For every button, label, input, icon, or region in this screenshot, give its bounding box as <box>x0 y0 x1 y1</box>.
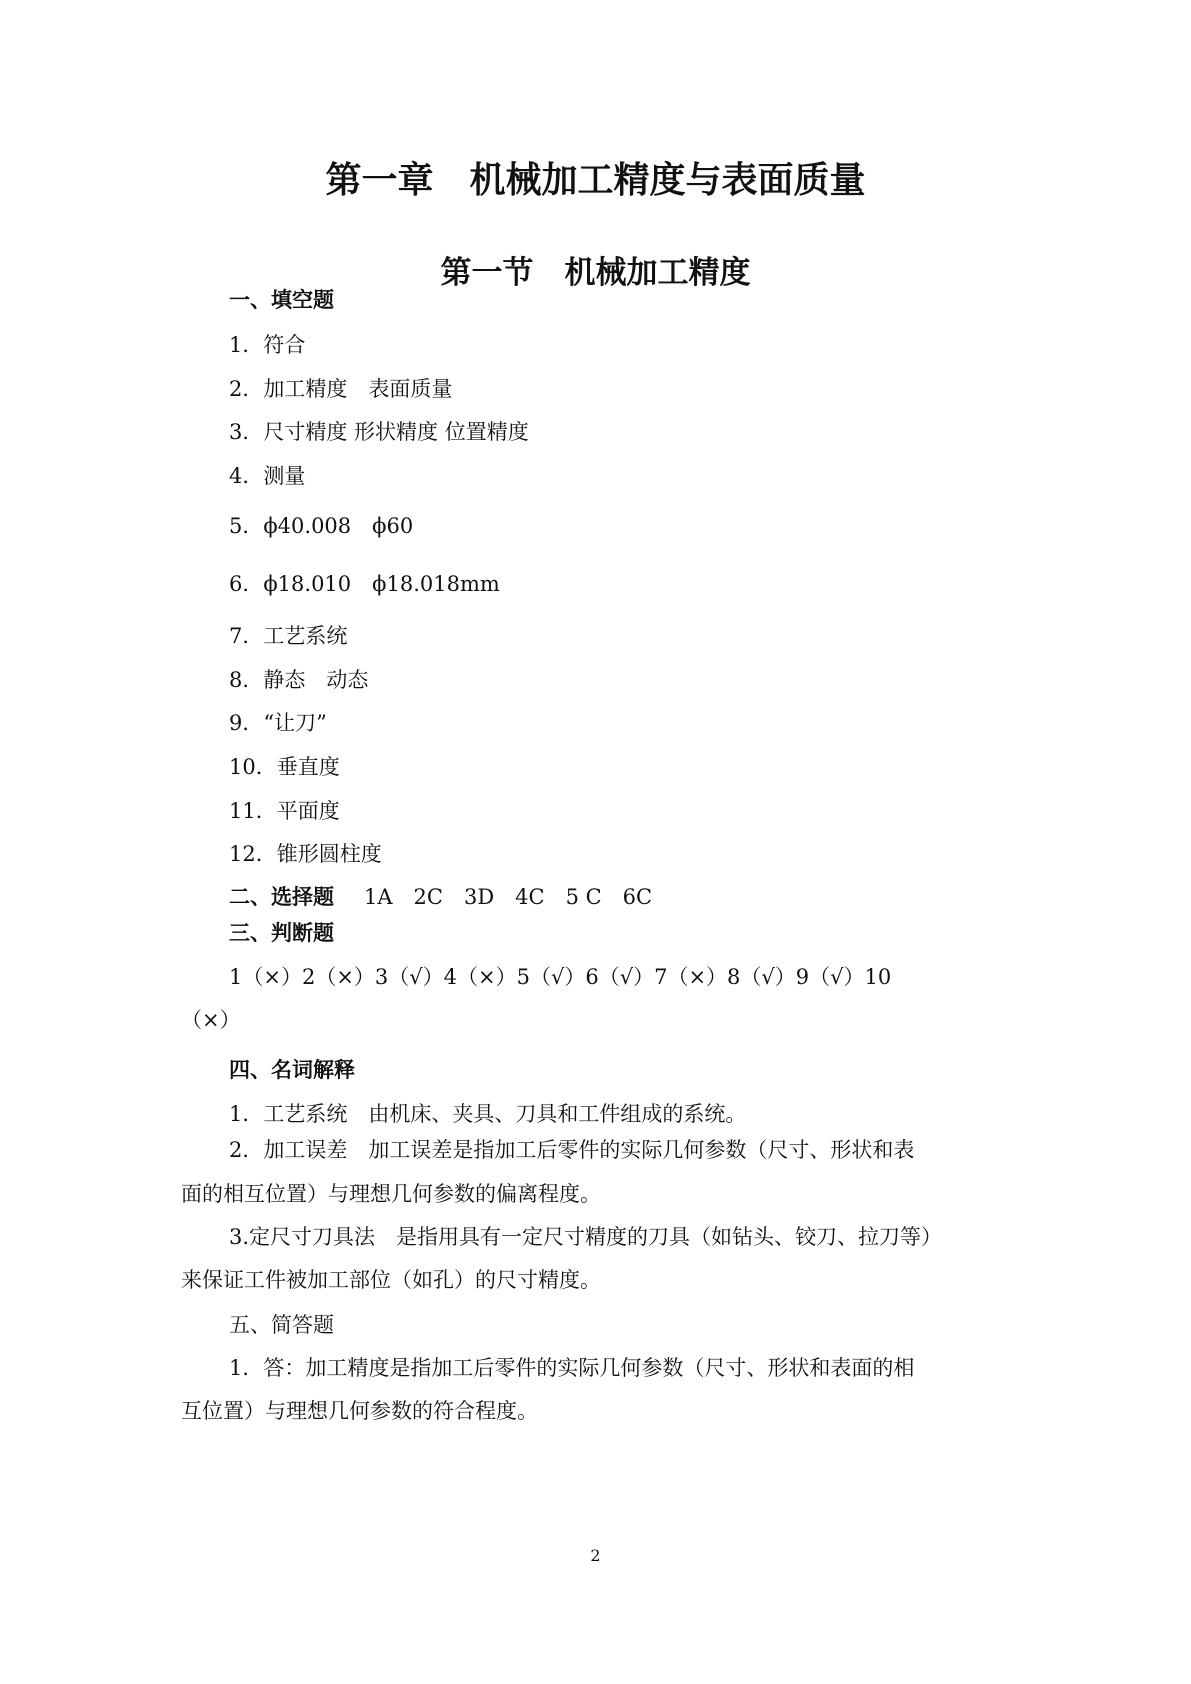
short-answer-1: 1．答：加工精度是指加工后零件的实际几何参数（尺寸、形状和表面的相 <box>229 1356 915 1380</box>
choice-answers: 1A 2C 3D 4C 5 C 6C <box>364 885 653 909</box>
fill-in-item: 7．工艺系统 <box>229 624 348 648</box>
judgement-answers-cont: （×） <box>181 1008 241 1032</box>
judgement-heading: 三、判断题 <box>229 921 334 945</box>
choice-heading: 二、选择题 <box>229 885 334 909</box>
fill-in-item: 9．“让刀” <box>229 711 327 735</box>
fill-in-item: 1．符合 <box>229 333 306 357</box>
choice-row <box>229 883 652 911</box>
definition-3: 3.定尺寸刀具法 是指用具有一定尺寸精度的刀具（如钻头、铰刀、拉刀等） <box>229 1225 943 1249</box>
page-number: 2 <box>590 1546 601 1565</box>
definitions-heading: 四、名词解释 <box>229 1058 355 1082</box>
fill-in-item: 4．测量 <box>229 464 306 488</box>
fill-in-heading: 一、填空题 <box>229 288 334 312</box>
definition-2-cont: 面的相互位置）与理想几何参数的偏离程度。 <box>181 1182 601 1206</box>
section-title: 第一节 机械加工精度 <box>440 255 751 291</box>
definition-1: 1．工艺系统 由机床、夹具、刀具和工件组成的系统。 <box>229 1102 747 1126</box>
fill-in-item: 6．ϕ18.010 ϕ18.018mm <box>229 572 500 596</box>
fill-in-item: 11．平面度 <box>229 799 340 823</box>
definition-2: 2．加工误差 加工误差是指加工后零件的实际几何参数（尺寸、形状和表 <box>229 1138 915 1162</box>
judgement-answers: 1（×）2（×）3（√）4（×）5（√）6（√）7（×）8（√）9（√）10 <box>229 965 892 989</box>
fill-in-item: 2．加工精度 表面质量 <box>229 377 453 401</box>
short-answer-heading: 五、简答题 <box>229 1313 334 1337</box>
fill-in-item: 12．锥形圆柱度 <box>229 842 382 866</box>
fill-in-item: 10．垂直度 <box>229 755 340 779</box>
fill-in-item: 8．静态 动态 <box>229 668 369 692</box>
fill-in-item: 5．ϕ40.008 ϕ60 <box>229 514 414 538</box>
definition-3-cont: 来保证工件被加工部位（如孔）的尺寸精度。 <box>181 1268 601 1292</box>
chapter-title: 第一章 机械加工精度与表面质量 <box>325 160 866 201</box>
short-answer-1-cont: 互位置）与理想几何参数的符合程度。 <box>181 1399 538 1423</box>
fill-in-item: 3．尺寸精度 形状精度 位置精度 <box>229 420 529 444</box>
